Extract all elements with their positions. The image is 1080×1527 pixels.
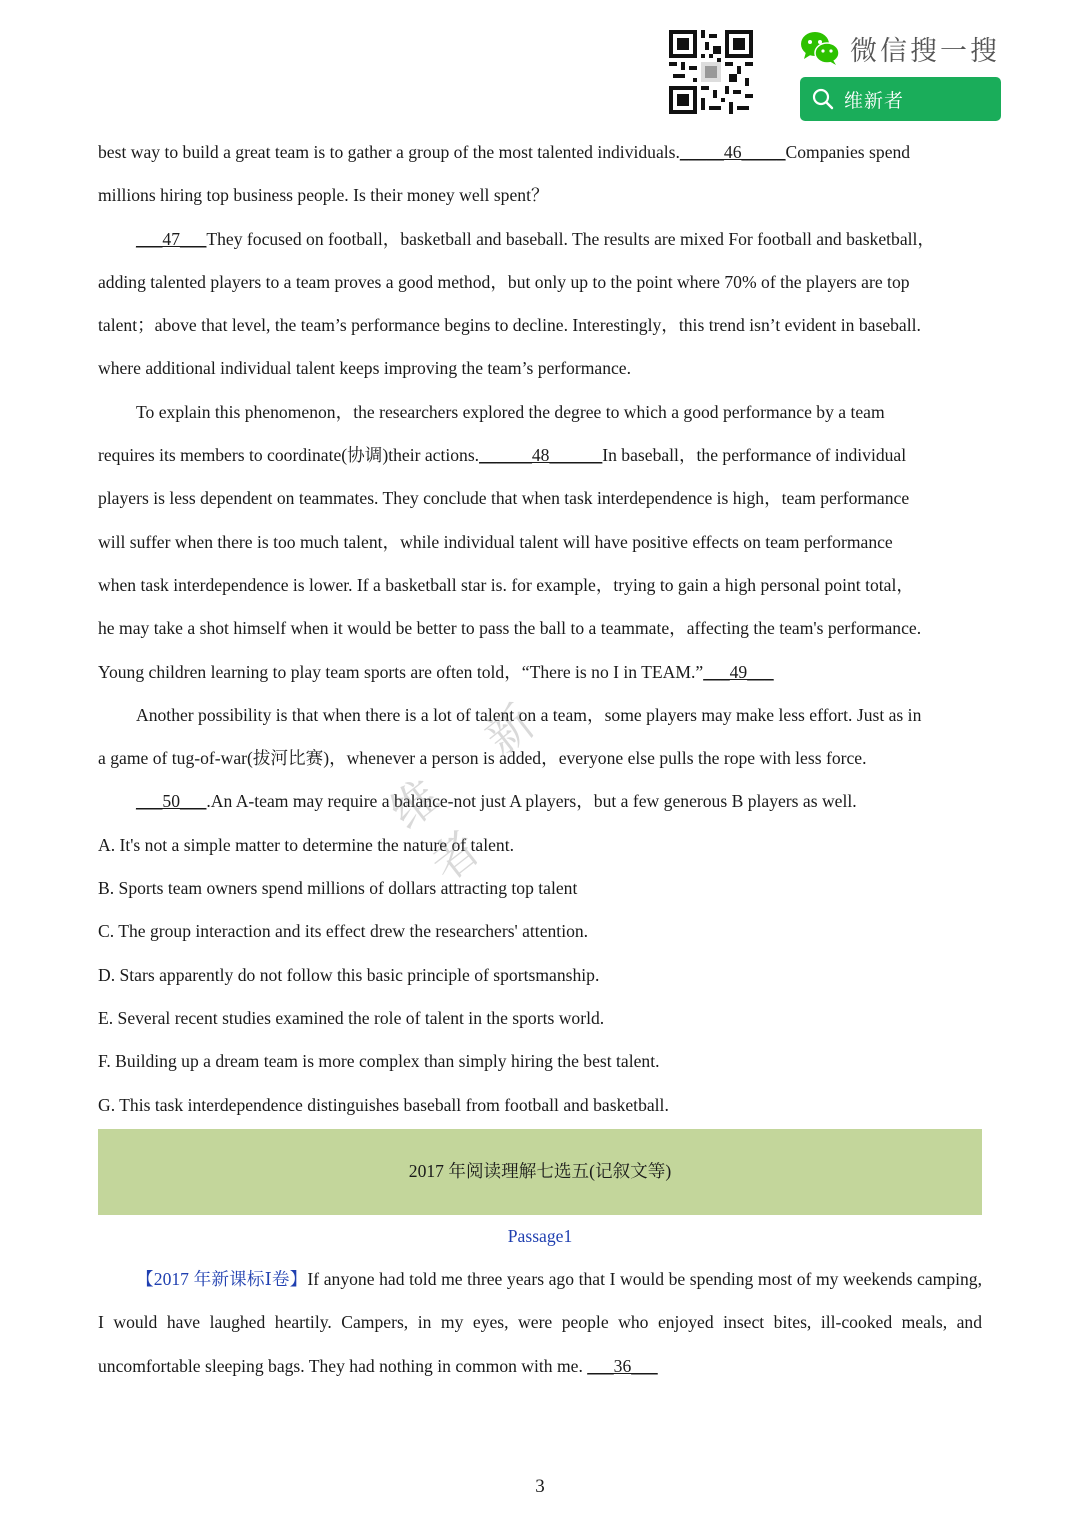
text-line: Another possibility is that when there is a lot of talent on a team，some players may make less effort. Just as in [136,704,922,725]
watermark: 维 新 者 [379,676,569,892]
text-line: Young children learning to play team sports are often told，“There is no I in TEAM.”___49___ [98,661,774,682]
wechat-search-button[interactable] [800,77,1001,121]
qr-code-icon [669,30,753,114]
section-title: 2017 年阅读理解七选五(记叙文等) [408,1161,672,1182]
wechat-search-title: 微信搜一搜 [850,35,1000,67]
blank-48: ______48______ [479,445,603,466]
option-a: A. It's not a simple matter to determine the nature of talent. [98,834,515,855]
option-c: C. The group interaction and its effect drew the researchers' attention. [98,921,589,942]
text-line: he may take a shot himself when it would be better to pass the ball to a teammate，affecting the team's performance. [98,618,922,639]
text-line: millions hiring top business people. Is their money well spent？ [98,185,549,206]
page-number: 3 [535,1476,545,1497]
wechat-search-header [800,28,1000,68]
option-f: F. Building up a dream team is more complex than simply hiring the best talent. [98,1051,660,1072]
text-line: ___50___.An A-team may require a balance-not just A players，but a few generous B players as well. [136,791,857,812]
option-b: B. Sports team owners spend millions of dollars attracting top talent [98,878,578,899]
text-line: players is less dependent on teammates. They conclude that when task interdependence is high，team performance [98,488,910,509]
blank-46: _____46_____ [679,142,786,162]
text-line: talent；above that level, the team’s performance begins to decline. Interestingly，this trend isn’t evident in baseball. [98,315,921,336]
text-line: adding talented players to a team proves a good method，but only up to the point where 70% of the players are top [98,271,910,292]
document-body [98,131,982,1388]
text-line: when task interdependence is lower. If a basketball star is. for example，trying to gain a high personal point total， [98,574,914,595]
blank-47: ___47___ [136,228,207,249]
passage-label: Passage1 [507,1225,573,1246]
text-line: a game of tug-of-war(拔河比赛)，whenever a person is added，everyone else pulls the rope with less force. [98,748,867,769]
text-line: ___47___They focused on football，basketball and baseball. The results are mixed For football and basketball， [136,228,936,249]
wechat-search-label: 维新者 [844,89,905,112]
option-e: E. Several recent studies examined the role of talent in the sports world. [98,1007,605,1028]
text-line: will suffer when there is too much talent，while individual talent will have positive effects on team performance [98,531,893,552]
blank-49: ___49___ [703,661,774,682]
wechat-logo-icon [800,30,840,66]
blank-50: ___50___ [136,791,207,812]
text-line: where additional individual talent keeps improving the team’s performance. [98,358,632,379]
section-banner [98,1129,982,1215]
text-line: requires its members to coordinate(协调)their actions.______48______In baseball，the performance of individual [98,445,907,466]
passage-paragraph: 【2017 年新课标Ⅰ卷】If anyone had told me three years ago that I would be spending most of my weekends camping, I would have laughed heartily. Campers, in my eyes, were people who enjoyed insect bites, ill-cooked meals, and uncomfortable sleeping bags. They had nothing in common with me. ___36___ [98,1269,982,1376]
blank-36: ___36___ [587,1355,658,1376]
text-line: To explain this phenomenon，the researchers explored the degree to which a good performance by a team [136,401,885,422]
option-g: G. This task interdependence distinguishes baseball from football and basketball. [98,1094,669,1115]
exam-source-tag: 【2017 年新课标Ⅰ卷】 [136,1269,308,1290]
search-icon [812,88,834,110]
text-line: best way to build a great team is to gather a group of the most talented individuals._____46_____Companies spend [98,142,911,162]
option-d: D. Stars apparently do not follow this basic principle of sportsmanship. [98,964,600,985]
